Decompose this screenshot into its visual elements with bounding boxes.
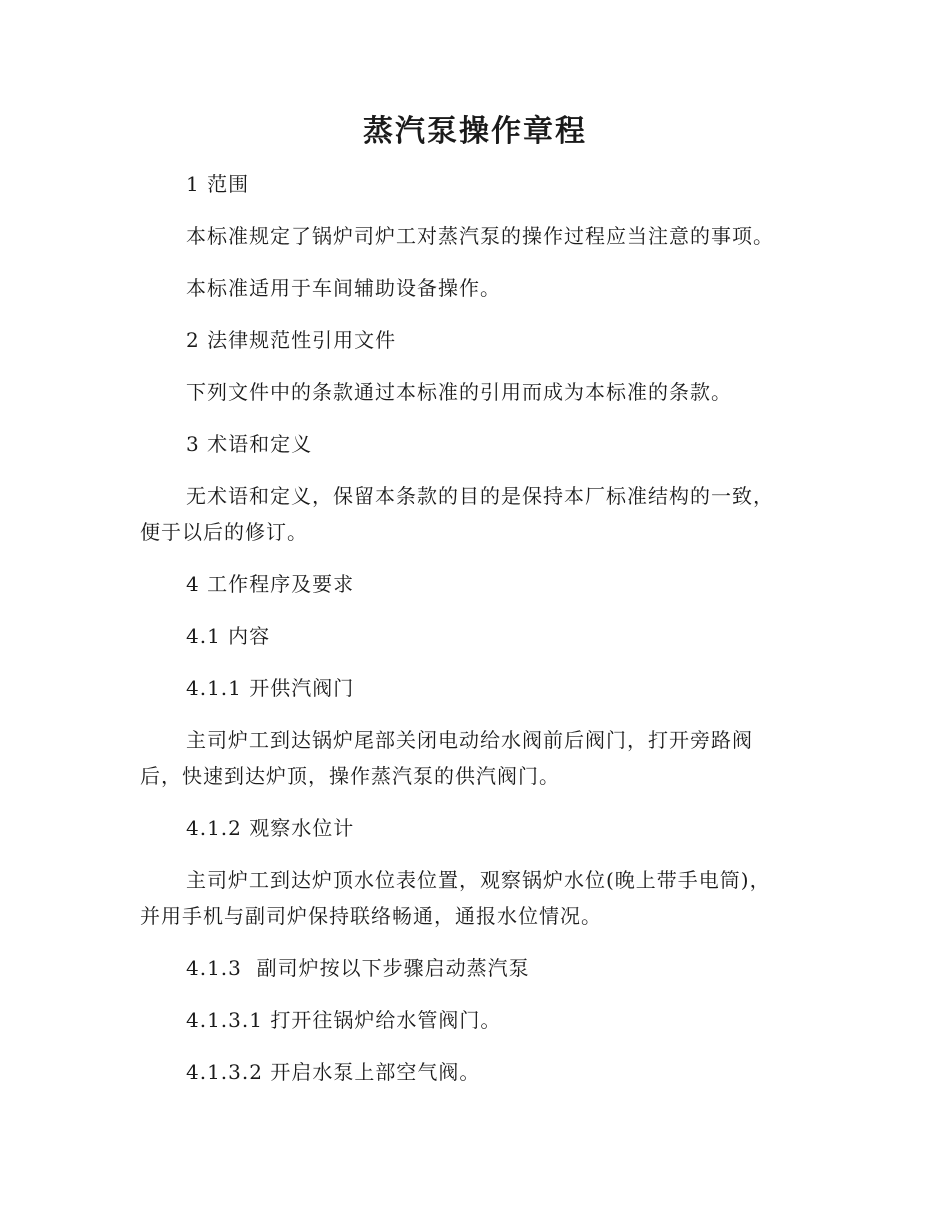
- section-heading-terms: 3 术语和定义: [186, 432, 313, 456]
- document-title: 蒸汽泵操作章程: [363, 114, 587, 149]
- body-paragraph: 主司炉工到达炉顶水位表位置，观察锅炉水位(晚上带手电筒)，并用手机与副司炉保持联络畅通，通报水位情况。: [140, 868, 771, 928]
- body-paragraph: 本标准适用于车间辅助设备操作。: [186, 276, 501, 300]
- subsection-heading: 4.1 内容: [186, 624, 271, 648]
- section-heading-scope: 1 范围: [186, 172, 250, 196]
- section-heading-references: 2 法律规范性引用文件: [186, 328, 397, 352]
- document-body: [140, 166, 790, 1106]
- list-item: 4.1.3.2 开启水泵上部空气阀。: [186, 1060, 481, 1084]
- subsection-heading: 4.1.3 副司炉按以下步骤启动蒸汽泵: [186, 956, 530, 980]
- subsection-heading: 4.1.2 观察水位计: [186, 816, 355, 840]
- body-paragraph: 主司炉工到达锅炉尾部关闭电动给水阀前后阀门，打开旁路阀后，快速到达炉顶，操作蒸汽泵的供汽阀门。: [140, 728, 753, 788]
- body-paragraph: 下列文件中的条款通过本标准的引用而成为本标准的条款。: [186, 380, 732, 404]
- subsection-heading: 4.1.1 开供汽阀门: [186, 676, 355, 700]
- list-item: 4.1.3.1 打开往锅炉给水管阀门。: [186, 1008, 502, 1032]
- body-paragraph: 无术语和定义，保留本条款的目的是保持本厂标准结构的一致，便于以后的修订。: [140, 484, 774, 544]
- body-paragraph: 本标准规定了锅炉司炉工对蒸汽泵的操作过程应当注意的事项。: [186, 224, 774, 248]
- section-heading-procedure: 4 工作程序及要求: [186, 572, 355, 596]
